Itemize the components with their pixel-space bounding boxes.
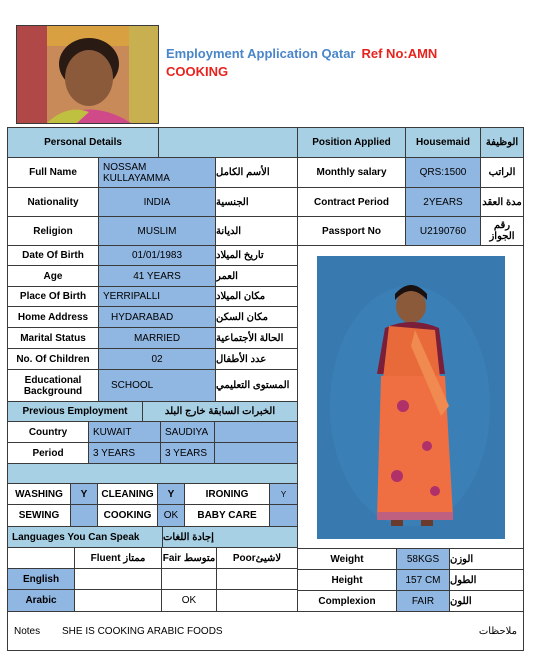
right-photo-panel	[297, 245, 524, 549]
religion-value: MUSLIM	[98, 216, 216, 246]
passport-no-value: U2190760	[405, 216, 481, 246]
country-3	[214, 421, 298, 443]
height-value: 157 CM	[396, 569, 450, 591]
full-name-label: Full Name	[7, 157, 99, 188]
portrait-photo-image	[17, 26, 158, 123]
period-1: 3 YEARS	[88, 442, 161, 464]
notes-ar: ملاحظات	[478, 625, 517, 637]
complexion-ar: اللون	[449, 590, 524, 612]
height-ar: الطول	[449, 569, 524, 591]
passport-no-ar: رقم الجواز	[480, 216, 524, 246]
skill-cooking-label: COOKING	[97, 504, 158, 527]
position-applied-value: Housemaid	[405, 127, 481, 158]
skill-baby-care-label: BABY CARE	[184, 504, 270, 527]
personal-details-header: Personal Details	[7, 127, 159, 158]
religion-ar: الديانة	[215, 216, 298, 246]
languages-ar: إجادة اللغات	[162, 526, 298, 548]
language-arabic-label: Arabic	[7, 589, 75, 612]
english-fair	[161, 568, 217, 590]
home-address-ar: مكان السكن	[215, 306, 298, 328]
country-1: KUWAIT	[88, 421, 161, 443]
period-2: 3 YEARS	[160, 442, 215, 464]
skill-cleaning-value: Y	[157, 483, 185, 505]
notes-value: SHE IS COOKING ARABIC FOODS	[62, 625, 223, 637]
nationality-label: Nationality	[7, 187, 99, 217]
period-3	[214, 442, 298, 464]
skill-washing-value: Y	[70, 483, 98, 505]
skill-baby-care-value	[269, 504, 298, 527]
dob-value: 01/01/1983	[98, 245, 216, 266]
contract-period-label: Contract Period	[297, 187, 406, 217]
dob-label: Date Of Birth	[7, 245, 99, 266]
period-label: Period	[7, 442, 89, 464]
children-value: 02	[98, 348, 216, 370]
weight-label: Weight	[297, 548, 397, 570]
arabic-fair: OK	[161, 589, 217, 612]
skill-cleaning-label: CLEANING	[97, 483, 158, 505]
application-title	[166, 46, 466, 62]
weight-value: 58KGS	[396, 548, 450, 570]
full-name-value: NOSSAM KULLAYAMMA	[98, 157, 216, 188]
children-ar: عدد الأطفال	[215, 348, 298, 370]
monthly-salary-ar: الراتب	[480, 157, 524, 188]
age-ar: العمر	[215, 265, 298, 287]
complexion-label: Complexion	[297, 590, 397, 612]
education-ar: المستوى التعليمي	[215, 369, 298, 402]
complexion-value: FAIR	[396, 590, 450, 612]
contract-period-ar: مدة العقد	[480, 187, 524, 217]
skill-sewing-label: SEWING	[7, 504, 71, 527]
previous-employment-label: Previous Employment	[7, 401, 143, 422]
position-applied-ar: الوظيفة	[480, 127, 524, 158]
title-text: Employment Application Qatar	[166, 46, 356, 61]
languages-label: Languages You Can Speak	[7, 526, 163, 548]
level-fair	[161, 547, 217, 569]
home-address-label: Home Address	[7, 306, 99, 328]
level-fair-en: Fair	[162, 552, 182, 564]
home-address-value: HYDARABAD	[98, 306, 216, 328]
marital-status-ar: الحالة الأجتماعية	[215, 327, 298, 349]
notes-label: Notes	[14, 625, 41, 637]
education-label: Educational Background	[7, 369, 99, 402]
marital-status-value: MARRIED	[98, 327, 216, 349]
monthly-salary-value: QRS:1500	[405, 157, 481, 188]
employment-spacer	[7, 463, 298, 484]
country-label: Country	[7, 421, 89, 443]
notes-row	[7, 611, 524, 651]
previous-employment-ar: الخبرات السابقة خارج البلد	[142, 401, 298, 422]
marital-status-label: Marital Status	[7, 327, 99, 349]
english-fluent	[74, 568, 162, 590]
english-poor	[216, 568, 298, 590]
place-of-birth-value: YERRIPALLI	[98, 286, 216, 307]
level-fair-ar: متوسط	[183, 552, 216, 564]
skill-washing-label: WASHING	[7, 483, 71, 505]
ref-number: Ref No:AMN	[361, 46, 438, 61]
education-value: SCHOOL	[98, 369, 216, 402]
language-english-label: English	[7, 568, 75, 590]
full-name-ar: الأسم الكامل	[215, 157, 298, 188]
country-2: SAUDIYA	[160, 421, 215, 443]
level-poor-en: Poor	[232, 552, 256, 564]
nationality-ar: الجنسية	[215, 187, 298, 217]
arabic-poor	[216, 589, 298, 612]
contract-period-value: 2YEARS	[405, 187, 481, 217]
religion-label: Religion	[7, 216, 99, 246]
portrait-photo	[16, 25, 159, 124]
level-poor	[216, 547, 298, 569]
skill-sewing-value	[70, 504, 98, 527]
place-of-birth-ar: مكان الميلاد	[215, 286, 298, 307]
skill-ironing-label: IRONING	[184, 483, 270, 505]
skill-ironing-value: Y	[269, 483, 298, 505]
level-fluent-en: Fluent	[90, 552, 121, 564]
passport-no-label: Passport No	[297, 216, 406, 246]
nationality-value: INDIA	[98, 187, 216, 217]
monthly-salary-label: Monthly salary	[297, 157, 406, 188]
children-label: No. Of Children	[7, 348, 99, 370]
position-title: COOKING	[166, 64, 229, 79]
position-applied-label: Position Applied	[297, 127, 406, 158]
weight-ar: الوزن	[449, 548, 524, 570]
personal-details-header-fill	[158, 127, 298, 158]
arabic-fluent	[74, 589, 162, 612]
skill-cooking-value: OK	[157, 504, 185, 527]
full-length-photo	[317, 256, 505, 539]
dob-ar: تاريخ الميلاد	[215, 245, 298, 266]
level-poor-ar: لاشيئ	[255, 552, 282, 564]
place-of-birth-label: Place Of Birth	[7, 286, 99, 307]
level-fluent-ar: ممتاز	[123, 552, 146, 564]
age-label: Age	[7, 265, 99, 287]
language-level-blank	[7, 547, 75, 569]
level-fluent	[74, 547, 162, 569]
age-value: 41 YEARS	[98, 265, 216, 287]
height-label: Height	[297, 569, 397, 591]
